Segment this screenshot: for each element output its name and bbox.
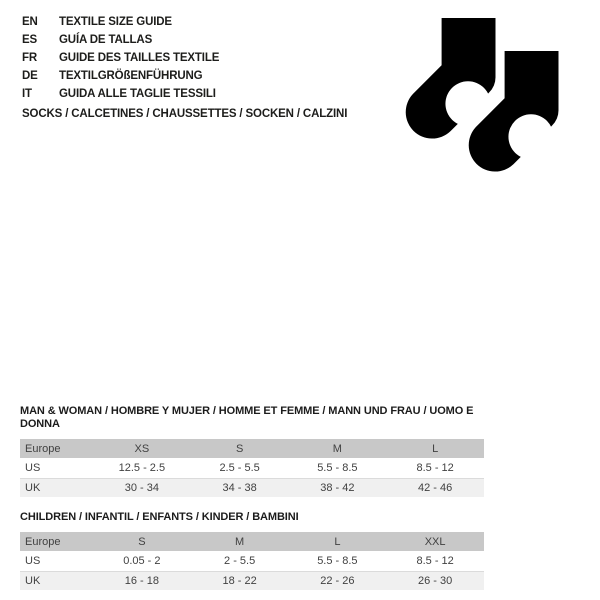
language-code: IT <box>22 88 32 100</box>
table-row <box>20 458 484 478</box>
language-label: TEXTILE SIZE GUIDE <box>59 16 172 28</box>
table-row <box>20 551 484 571</box>
size-cell: 30 - 34 <box>124 481 159 494</box>
language-row <box>22 49 219 67</box>
table-header-row <box>20 532 484 551</box>
language-row <box>22 31 219 49</box>
language-row <box>22 67 219 85</box>
size-table <box>20 532 484 590</box>
size-cell: 22 - 26 <box>320 574 355 587</box>
size-cell: 38 - 42 <box>320 481 355 494</box>
column-header: L <box>432 442 439 455</box>
category-line: SOCKS / CALCETINES / CHAUSSETTES / SOCKEN / CALZINI <box>22 108 348 120</box>
language-label: TEXTILGRÖßENFÜHRUNG <box>59 70 203 82</box>
size-table-children <box>20 511 484 590</box>
size-cell: 42 - 46 <box>418 481 453 494</box>
language-label: GUIDE DES TAILLES TEXTILE <box>59 52 220 64</box>
row-label: US <box>25 554 41 567</box>
size-cell: 18 - 22 <box>222 574 257 587</box>
size-cell: 34 - 38 <box>222 481 257 494</box>
language-label: GUÍA DE TALLAS <box>59 34 153 46</box>
table-header-row <box>20 439 484 458</box>
row-label: UK <box>25 481 41 494</box>
column-header: L <box>334 535 341 548</box>
language-list <box>22 13 219 103</box>
size-table <box>20 439 484 497</box>
column-header: S <box>235 442 244 455</box>
row-label: UK <box>25 574 41 587</box>
size-cell: 26 - 30 <box>418 574 453 587</box>
column-header: XS <box>134 442 150 455</box>
size-cell: 8.5 - 12 <box>416 461 454 474</box>
socks-icon <box>387 10 572 180</box>
size-table-man-woman <box>20 405 484 497</box>
size-cell: 12.5 - 2.5 <box>118 461 166 474</box>
column-header: M <box>332 442 342 455</box>
table-title: CHILDREN / INFANTIL / ENFANTS / KINDER / BAMBINI <box>20 511 299 523</box>
column-header: M <box>235 535 245 548</box>
language-label: GUIDA ALLE TAGLIE TESSILI <box>59 88 216 100</box>
size-cell: 2 - 5.5 <box>224 554 256 567</box>
language-code: EN <box>22 16 38 28</box>
language-code: DE <box>22 70 38 82</box>
column-header: XXL <box>424 535 446 548</box>
column-header: S <box>138 535 146 548</box>
language-code: FR <box>22 52 38 64</box>
language-row <box>22 13 219 31</box>
column-header: Europe <box>25 535 61 548</box>
size-cell: 8.5 - 12 <box>416 554 454 567</box>
table-row <box>20 478 484 497</box>
size-cell: 0.05 - 2 <box>123 554 161 567</box>
column-header: Europe <box>25 442 61 455</box>
language-row <box>22 85 219 103</box>
row-label: US <box>25 461 41 474</box>
size-cell: 2.5 - 5.5 <box>219 461 260 474</box>
size-cell: 16 - 18 <box>124 574 159 587</box>
table-title: MAN & WOMAN / HOMBRE Y MUJER / HOMME ET FEMME / MANN UND FRAU / UOMO E DONNA <box>20 405 474 430</box>
language-code: ES <box>22 34 38 46</box>
table-row <box>20 571 484 590</box>
size-cell: 5.5 - 8.5 <box>317 461 358 474</box>
size-cell: 5.5 - 8.5 <box>317 554 358 567</box>
